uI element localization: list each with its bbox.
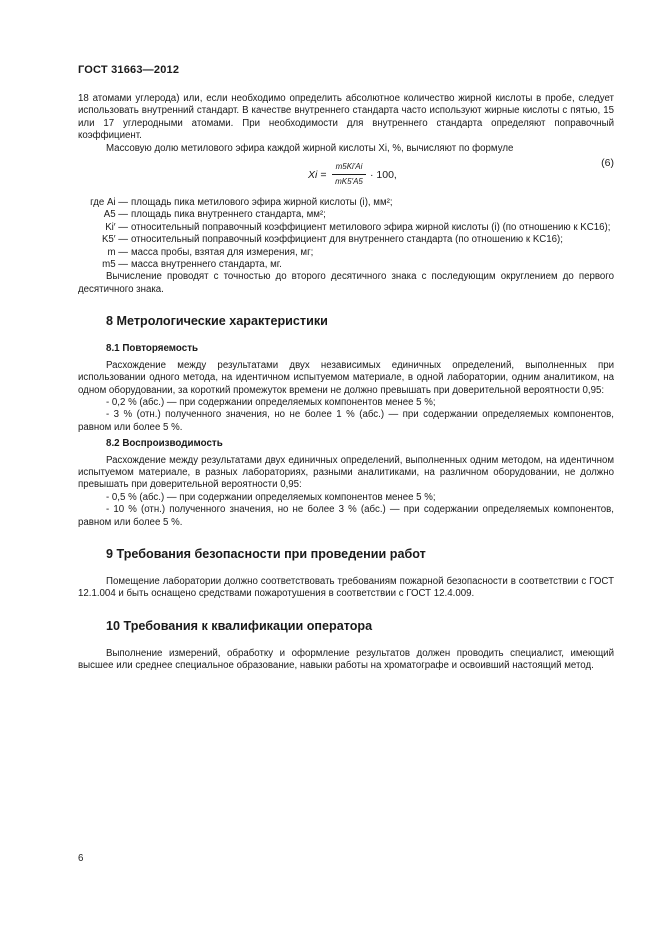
section-8-2-text: Расхождение между результатами двух единичных определений, выполненных одним методом, на идентичном испытуемом материале, в разных лабораториях, разными аналитиками, на различном оборудовании, не должно превышать при доверительной вероятности 0,95:	[78, 454, 614, 491]
definition-desc: масса пробы, взятая для измерения, мг;	[131, 246, 314, 258]
definition-desc: относительный поправочный коэффициент для внутреннего стандарта (по отношению к KC16);	[131, 234, 563, 246]
formula-lhs: Xi =	[308, 169, 327, 182]
definition-row	[78, 209, 614, 221]
definition-row	[78, 259, 614, 271]
definition-term: m —	[107, 246, 128, 258]
formula-intro: Массовую долю метилового эфира каждой жирной кислоты Xi, %, вычисляют по формуле	[106, 142, 514, 154]
definition-desc: масса внутреннего стандарта, мг.	[131, 259, 282, 271]
definition-term: A5 —	[103, 209, 128, 221]
intro-paragraph: 18 атомами углерода) или, если необходимо определить абсолютное количество жирной кислоты в пробе, следует использовать внутренний стандарт. В качестве внутреннего стандарта часто используют жирные кислоты с пятью, 15 или 17 углеродными атомами. При необходимости для внутреннего стандарта определяют поправочный коэффициент.	[78, 93, 614, 142]
definition-desc: площадь пика внутреннего стандарта, мм²;	[131, 209, 326, 221]
definition-row	[78, 222, 614, 234]
section-8-1-heading: 8.1 Повторяемость	[106, 343, 199, 355]
definitions-list	[78, 197, 614, 271]
section-8-heading: 8 Метрологические характеристики	[106, 314, 328, 329]
formula-6	[78, 159, 614, 193]
section-8-2-heading: 8.2 Воспроизводимость	[106, 438, 223, 450]
definition-row	[78, 234, 614, 246]
formula-fraction	[332, 161, 366, 189]
document-body	[78, 93, 614, 673]
section-8-1-text: Расхождение между результатами двух независимых единичных определений, выполненных при использовании одного метода, на идентичном испытуемом материале, в одной лаборатории, одним аналитиком, на одном оборудовании, за короткий промежуток времени не должно превышать при доверительной вероятности 0,95:	[78, 359, 614, 396]
definition-term: m5 —	[102, 259, 128, 271]
section-9-text: Помещение лаборатории должно соответствовать требованиям пожарной безопасности в соответствии с ГОСТ 12.1.004 и быть оснащено средствами пожаротушения в соответствии с ГОСТ 12.4.009.	[78, 575, 614, 600]
document-header: ГОСТ 31663—2012	[78, 64, 180, 76]
definition-term: Ki′ —	[105, 221, 128, 233]
definition-row	[78, 197, 614, 209]
rounding-paragraph: Вычисление проводят с точностью до второго десятичного знака с последующим округлением до первого десятичного знака.	[78, 271, 614, 295]
list-item: - 3 % (отн.) полученного значения, но не более 1 % (абс.) — при содержании определяемых компонентов, равном или более 5 %.	[78, 409, 614, 433]
formula-multiplier: · 100,	[370, 169, 397, 182]
list-item: - 10 % (отн.) полученного значения, но не более 3 % (абс.) — при содержании определяемых компонентов, равном или более 5 %.	[78, 504, 614, 528]
section-10-text: Выполнение измерений, обработку и оформление результатов должен проводить специалист, имеющий высшее или среднее специальное образование, навыки работы на хроматографе и освоивший настоящий метод.	[78, 647, 614, 672]
section-9-heading: 9 Требования безопасности при проведении работ	[106, 546, 426, 561]
definition-row	[78, 247, 614, 259]
formula-numerator: m5Ki′Ai	[332, 161, 366, 175]
definition-desc: площадь пика метилового эфира жирной кислоты (i), мм²;	[131, 197, 393, 209]
formula-denominator: mK5′A5	[335, 177, 363, 187]
list-item: - 0,5 % (абс.) — при содержании определяемых компонентов менее 5 %;	[106, 491, 436, 503]
definition-term: где Ai —	[90, 197, 128, 209]
definition-term: K5′ —	[101, 234, 128, 246]
definition-desc: относительный поправочный коэффициент метилового эфира жирной кислоты (i) (по отношению к KC16);	[131, 221, 611, 233]
section-10-heading: 10 Требования к квалификации оператора	[106, 618, 373, 633]
formula-number: (6)	[601, 157, 614, 170]
list-item: - 0,2 % (абс.) — при содержании определяемых компонентов менее 5 %;	[106, 396, 436, 408]
page-number: 6	[78, 853, 84, 864]
